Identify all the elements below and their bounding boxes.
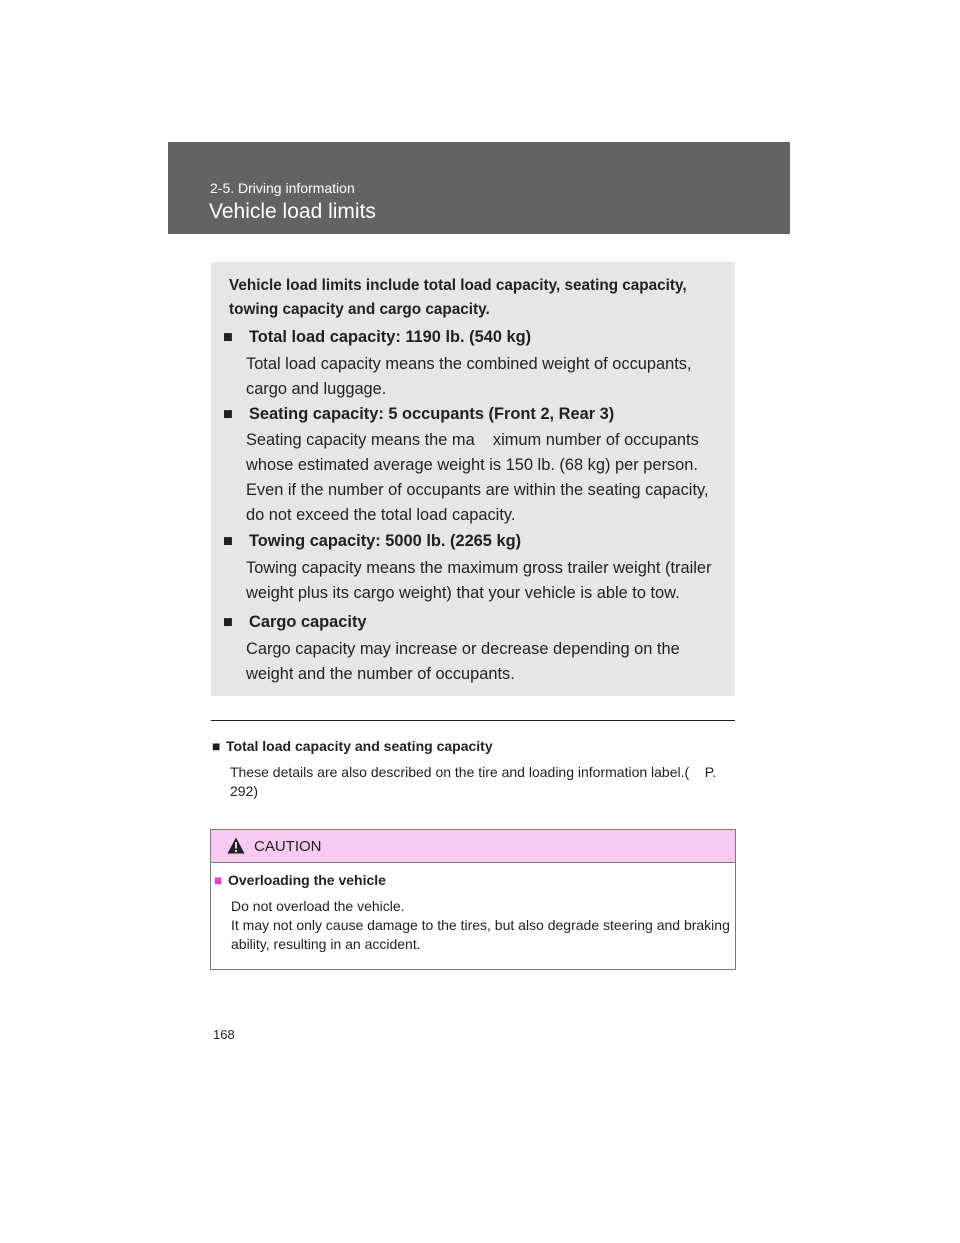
towing-capacity-text: Towing capacity means the maximum gross trailer weight (trailer weight plus its cargo weight) that your vehicle is able to tow. bbox=[246, 559, 712, 602]
cargo-capacity-title: Cargo capacity bbox=[249, 613, 367, 631]
note-title: Total load capacity and seating capacity bbox=[226, 738, 493, 754]
page-header bbox=[168, 142, 790, 234]
summary-intro: Vehicle load limits include total load capacity, seating capacity, towing capacity and cargo capacity. bbox=[229, 277, 687, 318]
square-bullet-icon: ■ bbox=[212, 738, 221, 754]
divider bbox=[211, 720, 735, 721]
caution-header bbox=[211, 830, 735, 863]
seating-capacity-text: Seating capacity means the ma ximum number of occupants whose estimated average weight is 150 lb. (68 kg) per person. bbox=[246, 431, 704, 474]
square-bullet-icon: ■ bbox=[223, 328, 233, 346]
total-load-heading bbox=[223, 328, 531, 347]
square-bullet-icon: ■ bbox=[214, 872, 223, 888]
square-bullet-icon: ■ bbox=[223, 532, 233, 550]
caution-title: Overloading the vehicle bbox=[228, 872, 386, 888]
cargo-capacity-text: Cargo capacity may increase or decrease depending on the weight and the number of occupants. bbox=[246, 640, 680, 683]
caution-line: It may not only cause damage to the tires, but also degrade steering and braking ability, resulting in an accident. bbox=[231, 917, 730, 952]
caution-body bbox=[231, 897, 736, 954]
section-label: 2-5. Driving information bbox=[210, 180, 355, 196]
total-load-text: Total load capacity means the combined weight of occupants, cargo and luggage. bbox=[246, 355, 692, 398]
towing-capacity-heading bbox=[223, 532, 521, 551]
warning-icon bbox=[227, 837, 245, 854]
towing-capacity-title: Towing capacity: 5000 lb. (2265 kg) bbox=[249, 532, 522, 550]
page-title: Vehicle load limits bbox=[209, 200, 376, 223]
square-bullet-icon: ■ bbox=[223, 405, 233, 423]
caution-label: CAUTION bbox=[254, 838, 322, 855]
cargo-capacity-heading bbox=[223, 613, 367, 632]
page-number: 168 bbox=[213, 1027, 235, 1042]
seating-capacity-note: Even if the number of occupants are within the seating capacity, do not exceed the total load capacity. bbox=[246, 481, 709, 524]
caution-box bbox=[210, 829, 736, 970]
caution-heading bbox=[214, 872, 386, 888]
square-bullet-icon: ■ bbox=[223, 613, 233, 631]
seating-capacity-heading bbox=[223, 405, 614, 424]
note-heading bbox=[212, 738, 493, 754]
seating-capacity-title: Seating capacity: 5 occupants (Front 2, Rear 3) bbox=[249, 405, 615, 423]
load-limits-summary bbox=[211, 262, 735, 696]
total-load-title: Total load capacity: 1190 lb. (540 kg) bbox=[249, 328, 532, 346]
caution-line: Do not overload the vehicle. bbox=[231, 898, 405, 914]
note-text: These details are also described on the tire and loading information label.( P. 292) bbox=[230, 764, 721, 799]
